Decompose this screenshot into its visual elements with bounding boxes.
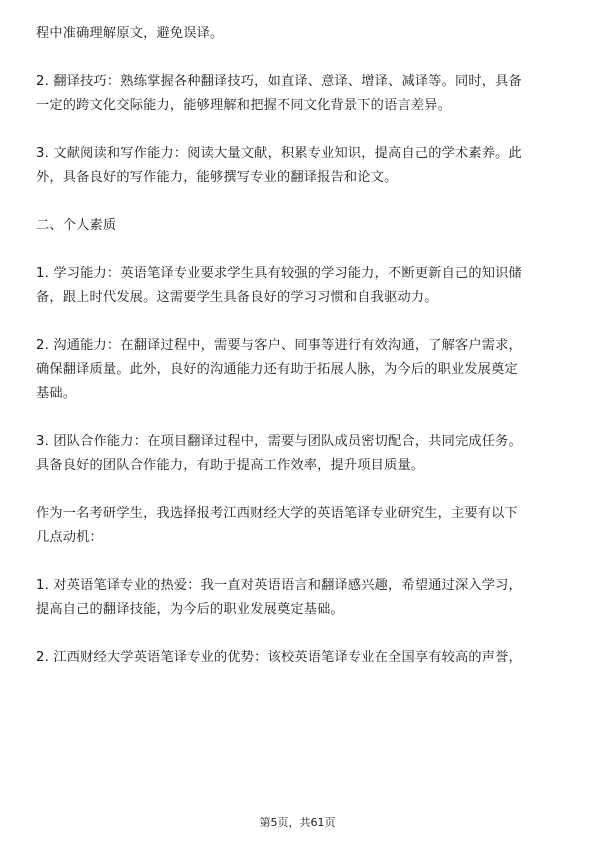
page-number: 第5页，共61页	[259, 816, 336, 829]
paragraph-reading-writing: 3. 文献阅读和写作能力：阅读大量文献，积累专业知识，提高自己的学术素养。此 外，具备良好的写作能力，能够撰写专业的翻译报告和论文。	[36, 146, 522, 185]
paragraph-continuation: 程中准确理解原文，避免误译。	[36, 26, 224, 41]
paragraph-motivation-intro: 作为一名考研学生，我选择报考江西财经大学的英语笔译专业研究生，主要有以下 几点动机：	[36, 506, 518, 545]
document-body	[36, 22, 562, 694]
paragraph-motivation-advantage: 2. 江西财经大学英语笔译专业的优势：该校英语笔译专业在全国享有较高的声誉，	[36, 650, 522, 665]
paragraph-learning-ability: 1. 学习能力：英语笔译专业要求学生具有较强的学习能力，不断更新自己的知识储 备，跟上时代发展。这需要学生具备良好的学习习惯和自我驱动力。	[36, 266, 522, 305]
paragraph-teamwork-ability: 3. 团队合作能力：在项目翻译过程中，需要与团队成员密切配合，共同完成任务。 具备良好的团队合作能力，有助于提高工作效率，提升项目质量。	[36, 434, 522, 473]
paragraph-translation-skills: 2. 翻译技巧：熟练掌握各种翻译技巧，如直译、意译、增译、减译等。同时，具备 一定的跨文化交际能力，能够理解和把握不同文化背景下的语言差异。	[36, 74, 522, 113]
paragraph-motivation-passion: 1. 对英语笔译专业的热爱：我一直对英语语言和翻译感兴趣，希望通过深入学习， 提高自己的翻译技能，为今后的职业发展奠定基础。	[36, 578, 522, 617]
paragraph-communication-ability: 2. 沟通能力：在翻译过程中，需要与客户、同事等进行有效沟通，了解客户需求， 确保翻译质量。此外，良好的沟通能力还有助于拓展人脉，为今后的职业发展奠定 基础。	[36, 338, 522, 401]
section-heading-personal-qualities: 二、个人素质	[36, 218, 117, 233]
